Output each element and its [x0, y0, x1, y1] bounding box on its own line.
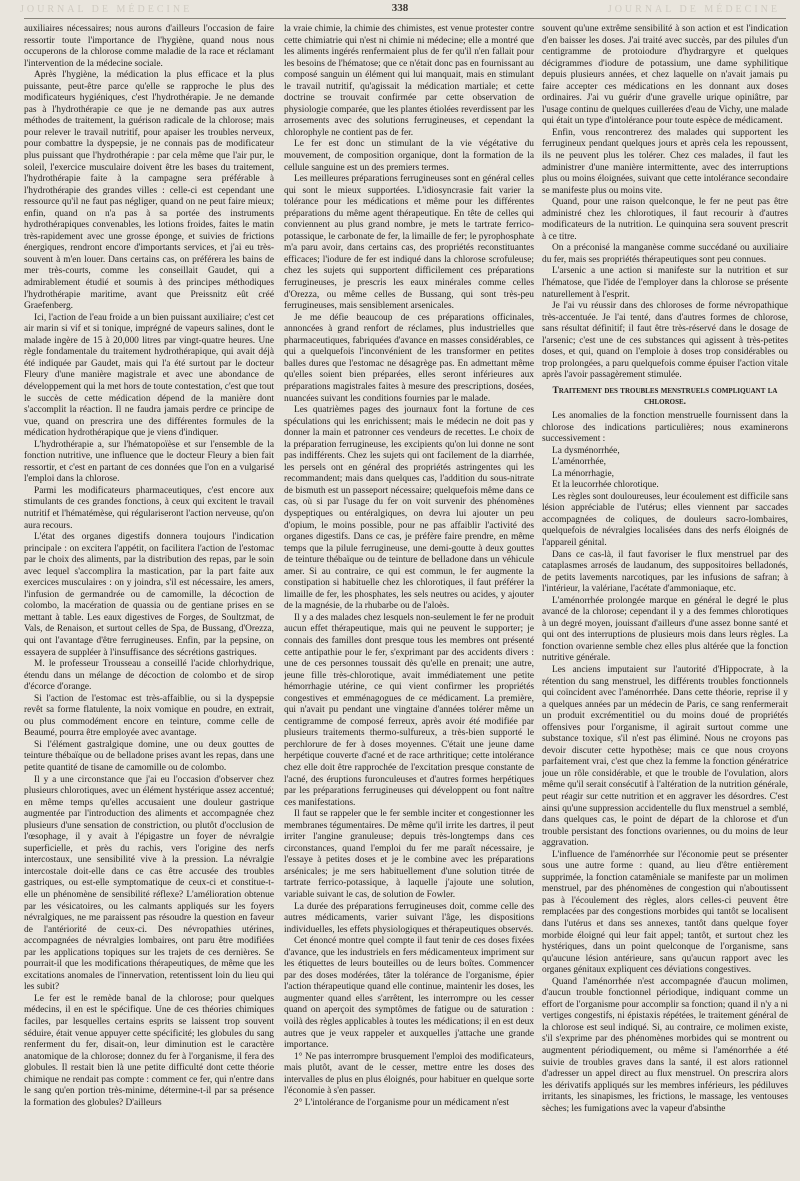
column-middle — [284, 24, 534, 1174]
running-head-right: JOURNAL DE MÉDECINE — [607, 4, 780, 15]
paragraph: 1° Ne pas interrompre brusquement l'emploi des modificateurs, mais plutôt, avant de le cesser, mettre entre les doses des intervalles de plus en plus éloignés, pour habituer en quelque sorte l'économie à s'en passer. — [284, 1051, 534, 1097]
section-heading: Traitement des troubles menstruels compliquant la chlorose. — [552, 385, 778, 407]
paragraph: Je l'ai vu réussir dans des chloroses de forme névropathique très-accentuée. Je l'ai tenté, dans d'autres formes de chlorose, sans résultat définitif; il faut être très-réservé dans le dosage de l'arsenic; c'est une de ces substances qui agissent à très-petites doses, et qui, quand on l'emploie à doses trop considérables ou trop prolongées, a paru quelquefois comme épuiser l'action vitale après l'avoir passagèrement stimulée. — [542, 301, 788, 381]
column-left — [24, 24, 274, 1174]
paragraph: L'hydrothérapie a, sur l'hématopoïèse et sur l'ensemble de la fonction nutritive, une influence que le docteur Fleury a bien fait ressortir, et c'est en partant de ces données que l'on en a vulgarisé l'emploi dans la chlorose. — [24, 439, 274, 485]
paragraph: Les quatrièmes pages des journaux font la fortune de ces spéculations qui les enrichissent; mais le médecin ne doit pas y donner la main et patronner ces vendeurs de recettes. Le choix de la préparation ferrugineuse, les excipients qu'on lui donne ne sont pas indifférents. Chez les sujets qui ont facilement de la diarrhée, les persels ont en général des propriétés astringentes qui les recommandent; mais dans quelques cas, l'addition du sous-nitrate de bismuth est un passeport nécessaire; quelquefois même dans ce cas, où si par l'usage du fer on voit survenir des phénomènes dyspeptiques ou entéralgiques, on devra lui ajouter un peu d'opium, le moins possible, pour ne pas affaiblir l'activité des organes digestifs. Dans ce cas, je préfère faire prendre, en même temps que la pilule ferrugineuse, une demi-goutte à deux gouttes de teinture thébaïque ou de teinture de belladone dans un véhicule amer. Si au contraire, ce qui est commun, le fer augmente la constipation si habituelle chez les chlorotiques, il faut préférer la limaille de fer, les phosphates, les sels neutres ou acides, y ajouter de la magnésie, de la rhubarbe ou de l'aloès. — [284, 405, 534, 612]
list-item: Et la leucorrhée chlorotique. — [552, 480, 659, 491]
paragraph: L'arsenic a une action si manifeste sur la nutrition et sur l'hématose, que l'idée de l'employer dans la chlorose se présente naturellement à l'esprit. — [542, 266, 788, 300]
paragraph: M. le professeur Trousseau a conseillé l'acide chlorhydrique, étendu dans un mélange de décoction de colombo et de sirop d'écorce d'orange. — [24, 659, 274, 693]
paragraph: Il y a des malades chez lesquels non-seulement le fer ne produit aucun effet thérapeutique, mais qui ne peuvent le supporter; je connais des familles dont presque tous les membres ont présenté cette antipathie pour le fer, s'exprimant par des accidents divers : une de ces personnes toussait dès qu'elle en prenait; une autre, jeune fille très-chlorotique, avait immédiatement une petite hémorrhagie utérine, ce qui vient confirmer les propriétés congestives et emménagogues de ce médicament. La première, qui n'avait pu pendant une vingtaine d'années tolérer même un centigramme de composé ferreux, après avoir été modifiée par plusieurs traitements thermo-sulfureux, a très-bien supporté le perchlorure de fer à doses moyennes. C'était une jeune dame herpétique couverte d'acné et de race arthritique; cette intolérance chez elle doit être rapprochée de l'excitation presque constante de l'acné, des éruptions furonculeuses et d'autres formes herpétiques par les préparations ferrugineuses qui développent ou font naître ces manifestations. — [284, 612, 534, 808]
paragraph: Si l'élément gastralgique domine, une ou deux gouttes de teinture thébaïque ou de belladone prises avant les repas, dans une petite quantité de tisane de camomille ou de colombo. — [24, 739, 274, 773]
paragraph: L'influence de l'aménorrhée sur l'économie peut se présenter sous une autre forme : quand, au lieu d'être entièrement supprimée, la fonction catamêniale se manifeste par un molimen menstruel, par des phénomènes de congestion qui n'aboutissent pas à l'écoulement des règles, alors celles-ci peuvent être remplacées par des congestions morbides qui tantôt se localisent dans l'utérus et dans ses annexes, tantôt dans quelque foyer morbide éloigné qui leur fait appel; tantôt, et surtout chez les hystériques, dans un point quelconque de l'organisme, sans qu'aucune lésion antérieure, sans qu'aucun rapport avec les organes génitaux expliquent ces déviations congestives. — [542, 849, 788, 976]
paragraph: Enfin, vous rencontrerez des malades qui supportent les ferrugineux pendant quelques jours et après cela les repoussent, ils ne peuvent plus les tolérer. Chez ces malades, il faut les administrer d'une manière intermittente, avec des interruptions plus ou moins éloignées, suivant que cette intolérance secondaire se manifeste plus ou moins vite. — [542, 127, 788, 196]
paragraph: auxiliaires nécessaires; nous aurons d'ailleurs l'occasion de faire ressortir toute l'importance de l'hygiène, quand nous nous occuperons de la chlorose comme maladie de la race et réclamant l'intervention de la médecine sociale. — [24, 24, 274, 69]
paragraph: Je me défie beaucoup de ces préparations officinales, annoncées à grand renfort de réclames, plus industrielles que pharmaceutiques, fabriquées d'avance en masses considérables, ce qui a quelquefois l'inconvénient de les transformer en petites balles dures que l'estomac ne désagrège pas. En admettant même qu'elles soient bien préparées, elles seront inférieures aux préparations magistrales faites à mesure des prescriptions, dosées, nuancées suivant les conditions fournies par le malade. — [284, 312, 534, 404]
page-number: 338 — [391, 2, 409, 14]
paragraph: Il faut se rappeler que le fer semble inciter et congestionner les membranes tégumentaires. De même qu'il irrite les dartres, il peut irriter l'angine granuleuse; depuis très-longtemps dans ces circonstances, quand l'emploi du fer me paraît nécessaire, je l'essaye à petites doses et je le combine avec les préparations arsénicales; je me sers habituellement d'une solution titrée de tartrate ferrico-potassique, à laquelle j'ajoute une solution, variable suivant le cas, de solution de Fowler. — [284, 809, 534, 901]
paragraph: Après l'hygiène, la médication la plus efficace et la plus puissante, peut-être parce qu'elle se rapproche le plus des modificateurs hygiéniques, c'est l'hydrothérapie. Je ne demande pas à l'hydrothérapie ce que je ne demande pas aux autres méthodes de traitement, la guérison radicale de la chlorose; mais pour relever le travail nutritif, pour apaiser les troubles nerveux, pour combattre la dyspepsie, je ne connais pas de modificateur plus puissant que l'hydrothérapie : par cela même que l'air pur, le soleil, l'exercice musculaire doivent être les bases du traitement, l'hydrothérapie faite à la campagne sera préférable à l'hydrothérapie des grandes villes : celle-ci est cependant une ressource qu'il ne faut pas négliger, quand on ne peut faire mieux; enfin, quand on n'a pas à sa portée des instruments hydrothérapiques convenables, les lotions froides, faites le matin très-rapidement avec une grosse éponge, et suivies de frictions énergiques, rendront encore d'importants services, et j'ai eu très-souvent à m'en louer. Dans certains cas, on préférera les bains de mer très-courts, comme les conseillait Gaudet, qui a admirablement étudié et soumis à des principes méthodiques l'hydrothérapie maritime, avant que Preissnitz eût créé Graefenberg. — [24, 70, 274, 312]
paragraph: L'aménorrhée prolongée marque en général le degré le plus avancé de la chlorose; cependant il y a des femmes chlorotiques à un degré moyen, jouissant d'ailleurs d'une assez bonne santé et qui ont des interruptions de plusieurs mois dans leurs règles. La fonction ovarienne semble chez elles plus altérée que la fonction nutritive générale. — [542, 595, 788, 664]
paragraph: Il y a une circonstance que j'ai eu l'occasion d'observer chez plusieurs chlorotiques, avec un élément hystérique assez accentué; en même temps qu'elles accusaient une douleur gastrique augmentée par l'introduction des aliments et accompagnée chez plusieurs d'une sensation de constriction, ou plutôt d'occlusion de l'œsophage, il y avait à l'épigastre un foyer de névralgie superficielle, et près du rachis, vers l'origine des nerfs intercostaux, une sensibilité vive à la pression. La névralgie intercostale doit-elle dans ce cas être accusée des troubles gastriques, ou est-elle symptomatique de ceux-ci et constitue-t-elle un phénomène de sensibilité réflexe? L'amélioration obtenue par les vésicatoires, ou les calmants appliqués sur les foyers névralgiques, ne me paraissent pas résoudre la question en faveur de l'antériorité de ceux-ci. Des névropathies utérines, accompagnées de névralgies lombaires, ont paru être modifiées par les applications topiques sur les trajets de ces dernières. Se pourrait-il que les modifications thérapeutiques, de même que les excitations anomales de l'innervation, retentissent loin du lieu qui les subit? — [24, 774, 274, 993]
paragraph: Le fer est donc un stimulant de la vie végétative du mouvement, de composition organique, dont la formation de la cellule sanguine est un des premiers termes. — [284, 139, 534, 173]
paragraph: L'état des organes digestifs donnera toujours l'indication principale : on excitera l'appétit, on facilitera l'action de l'estomac par le choix des aliments, par la distribution des repas, par le soin avec lequel s'accomplira la mastication, par la part faite aux exercices musculaires : on y joindra, s'il est nécessaire, les amers, l'infusion de germandrée ou de camomille, la décoction de colombo, la macération de quassia ou de gentiane prises en se mettant à table. Les eaux digestives de Forges, de Soultzmat, de Vals, de Renaison, et surtout celles de Spa, de Bussang, d'Orezza, qui ont l'avantage d'être ferrugineuses. Enfin, par la pepsine, on essayera de suppléer à l'insuffisance des sécrétions gastriques. — [24, 532, 274, 658]
paragraph: Le fer est le remède banal de la chlorose; pour quelques médecins, il en est le spécifique. Une de ces théories chimiques faciles, par lesquelles certains esprits se laissent trop souvent séduire, était venue appuyer cette spécificité; les globules du sang renferment du fer, disait-on, leur diminution est le caractère anatomique de la chlorose; donnez du fer à l'organisme, il fera des globules. Il restait bien là une petite difficulté dont cette théorie chimique ne rendait pas compte : comment ce fer, qui n'entre dans le sang qu'en portion très-minime, détermine-t-il par sa présence la formation des globules? D'ailleurs — [24, 993, 274, 1108]
paragraph: Les anciens imputaient sur l'autorité d'Hippocrate, à la rétention du sang menstruel, les différents troubles fonctionnels qui coïncident avec l'aménorrhée. Dans cette théorie, reprise il y a quelques années par un médecin de Paris, ce sang renfermerait un produit excrémentitiel ou du moins doué de propriétés offensives pour l'organisme, il agirait surtout comme une substance toxique, s'il n'est pas éliminé. Nous ne croyons pas devoir discuter cette hypothèse; mais ce que nous croyons parfaitement vrai, c'est que chez la femme la fonction génératrice joue un rôle considérable, et que le trouble de l'ovulation, alors même qu'il serait consécutif à l'altération de la nutrition générale, peut réagir sur cette nutrition et en aggraver les désordres. C'est ainsi qu'une suppression accidentelle du flux menstruel a semblé, dans quelques cas, le point de départ de la chlorose et d'un trouble persistant des fonctions ovariennes, ou du moins de leur aggravation. — [542, 664, 788, 849]
column-right — [542, 24, 788, 1174]
list-item: La dysménorrhée, — [552, 445, 620, 456]
paragraph: On a préconisé la manganèse comme succédané ou auxiliaire du fer, mais ses propriétés thérapeutiques sont peu connues. — [542, 243, 788, 265]
anomaly-list — [542, 446, 788, 492]
list-item: L'aménorrhée, — [552, 457, 607, 468]
paragraph: la vraie chimie, la chimie des chimistes, est venue protester contre cette chimiatrie qui n'est ni chimie ni médecine; elle a montré que les aliments ingérés renfermaient plus de fer qu'il n'en fallait pour les besoins de l'hématose; que ce n'était donc pas en fournissant au composé sanguin un élément qui lui manquait, mais en stimulant le travail nutritif, qu'agissait la médication martiale; et cette doctrine se trouvait confirmée par cette observation de physiologie comparée, que les plantes étiolées reverdissent par les arrosements avec des solutions ferrugineuses, et cependant la chlorophyle ne contient pas de fer. — [284, 24, 534, 138]
header-rule — [24, 18, 786, 19]
paragraph: Les règles sont douloureuses, leur écoulement est difficile sans lésion appréciable de l'utérus; elles viennent par saccades accompagnées de coliques, de douleurs sacro-lombaires, quelquefois de névralgies localisées dans des nerfs éloignés de l'appareil génital. — [542, 491, 788, 548]
paragraph: Ici, l'action de l'eau froide a un bien puissant auxiliaire; c'est cet air marin si vif et si tonique, imprégné de vapeurs salines, dont le malade ingère de 15 à 20,000 litres par vingt-quatre heures. Une règle fondamentale du traitement hydrothérapique, qui avait déjà été indiquée par Gaudet, mais qui l'a été surtout par le docteur Fleury d'une manière magistrale et avec une abondance de développement qui la met hors de toute contestation, c'est que tout le succès de cette médication dépend de la manière dont s'accomplit la réaction. Il ne faudra jamais perdre ce principe de vue, quand on prescrira une des différentes formules de la médication hydrothérapique que je viens d'indiquer. — [24, 312, 274, 439]
paragraph: Parmi les modificateurs pharmaceutiques, c'est encore aux stimulants de ces grandes fonctions, à ceux qui excitent le travail nutritif et l'hématémèse, qui régulariseront l'action nerveuse, qu'on aura recours. — [24, 485, 274, 531]
paragraph: Dans ce cas-là, il faut favoriser le flux menstruel par des cataplasmes arrosés de laudanum, des suppositoires belladonés, de petits lavements narcotiques, par les infusions de safran; à l'intérieur, la valériane, l'acétate d'ammoniaque, etc. — [542, 549, 788, 595]
paragraph: La durée des préparations ferrugineuses doit, comme celle des autres médicaments, varier suivant l'âge, les dispositions individuelles, les effets physiologiques et thérapeutiques observés. — [284, 901, 534, 935]
paragraph: Si l'action de l'estomac est très-affaiblie, ou si la dyspepsie revêt sa forme flatulente, la noix vomique en poudre, en extrait, ou plus commodément encore en teinture, comme celle de Beaumé, pourra être employée avec avantage. — [24, 693, 274, 739]
paragraph: Quand l'aménorrhée n'est accompagnée d'aucun molimen, d'aucun trouble fonctionnel périodique, indiquant comme un effort de l'organisme pour accomplir sa fonction; quand il n'y a ni vertiges congestifs, ni épistaxis répétées, le traitement général de la chlorose est seul indiqué. Si, au contraire, ce molimen existe, s'il s'exprime par des phénomènes morbides qui se montrent ou augmentent périodiquement, ou même si l'aménorrhée a été suivie de troubles graves dans la santé, il est alors rationnel d'adresser un appel direct au flux menstruel. On prescrira alors les dérivatifs appliqués sur les membres inférieurs, les pédiluves irritants, les sinapismes, les frictions, le massage, les ventouses sèches; les fumigations avec la vapeur d'absinthe — [542, 976, 788, 1114]
paragraph: Les meilleures préparations ferrugineuses sont en général celles qui sont le mieux supportées. L'idiosyncrasie fait varier la tolérance pour les médications et même pour les différentes préparations du même agent thérapeutique. En tête de celles qui conviennent au plus grand nombre, je mets le tartrate ferrico-potassique, le carbonate de fer, la limaille de fer; le pyrophosphate m'a paru avoir, dans certains cas, des propriétés reconstituantes efficaces; l'iodure de fer est indiqué dans la chlorose scrofuleuse; chez les sujets qui supportent difficilement ces préparations ferrugineuses, je prescris les eaux minérales comme celles d'Orezza, ou même celles de Bussang, qui sont très-peu ferrugineuses, mais sensiblement arsenicales. — [284, 174, 534, 312]
paragraph: souvent qu'une extrême sensibilité à son action et est l'indication d'en baisser les doses. J'ai traité avec succès, par des pilules d'un centigramme de protoiodure d'hydrargyre et quelques décigrammes d'iodure de potassium, une dame syphilitique depuis plusieurs années, et chez laquelle on n'avait jamais pu faire accepter ces médications en les donnant aux doses ordinaires. J'ai vu guérir d'une gravelle urique opiniâtre, par l'usage continu de quelques cuillerées d'eau de Vichy, une malade qui était un type d'intolérance pour toute espèce de médicament. — [542, 24, 788, 127]
paragraph: 2° L'intolérance de l'organisme pour un médicament n'est — [294, 1097, 510, 1108]
running-head-left: JOURNAL DE MÉDECINE — [20, 4, 193, 15]
paragraph: Quand, pour une raison quelconque, le fer ne peut pas être administré chez les chlorotiques, il faut recourir à d'autres modificateurs de la nutrition. Le quinquina sera souvent prescrit à ce titre. — [542, 197, 788, 242]
paragraph: Les anomalies de la fonction menstruelle fournissent dans la chlorose des indications particulières; nous examinerons successivement : — [542, 410, 788, 445]
list-item: La ménorrhagie, — [552, 468, 614, 479]
paragraph: Cet énoncé montre quel compte il faut tenir de ces doses fixées d'avance, que les industriels en fers médicamenteux impriment sur les étiquettes de leurs bouteilles ou de leurs boîtes. Commencer par des doses modérées, tâter la tolérance de l'organisme, épier l'action thérapeutique quand elle continue, maintenir les doses, les augmenter quand elles s'arrêtent, les interrompre ou les cesser quand on aperçoit des symptômes de fatigue ou de saturation : voilà des règles applicables à toutes les médications; il en est deux autres que je veux rappeler et auxquelles j'attache une grande importance. — [284, 936, 534, 1051]
